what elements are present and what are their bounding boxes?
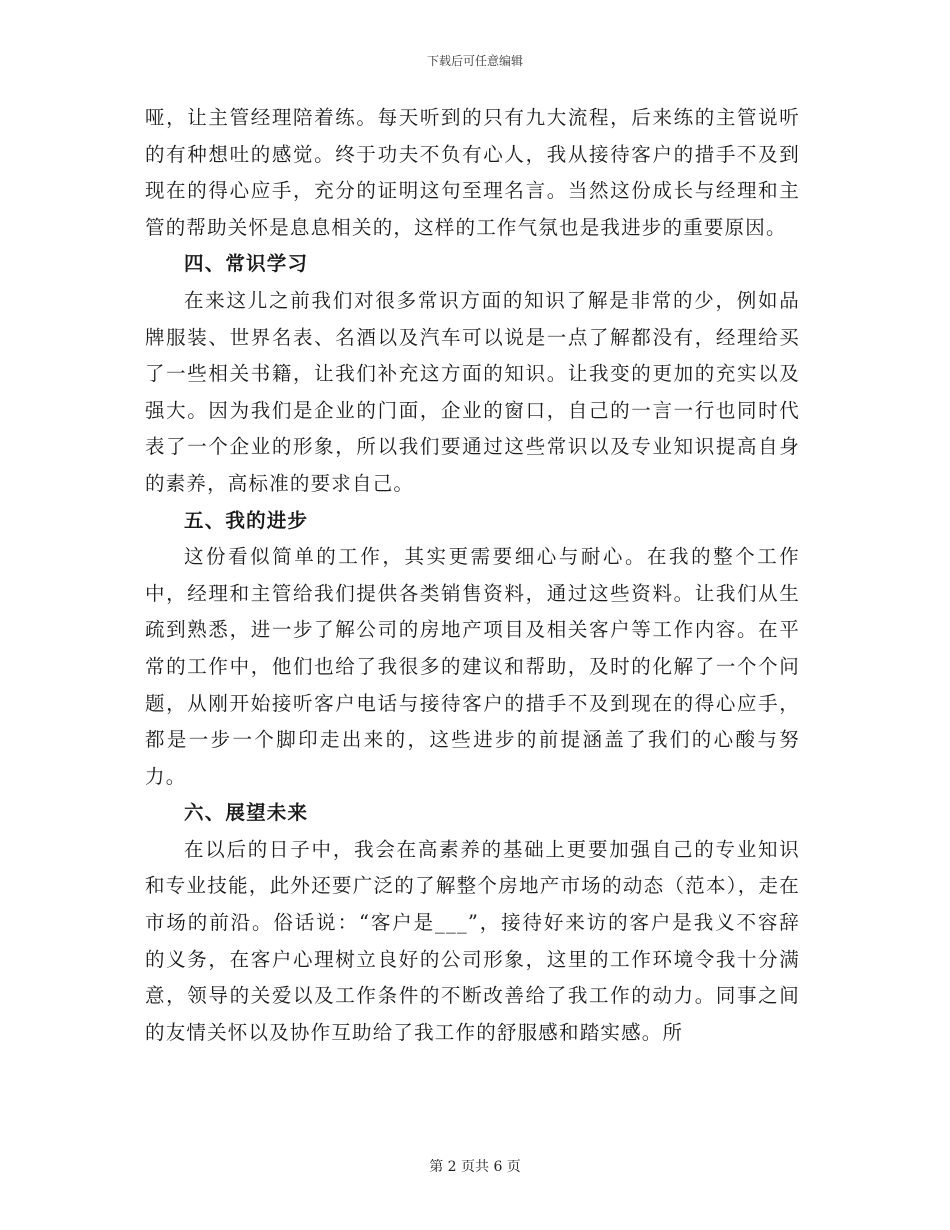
section-heading-future-outlook: 六、展望未来 [184,801,309,825]
page-header-note: 下载后可任意编辑 [426,54,523,68]
page-number: 第 2 页共 6 页 [429,1159,521,1175]
paragraph-common-knowledge: 在来这儿之前我们对很多常识方面的知识了解是非常的少，例如品牌服装、世界名表、名酒以及汽车可以说是一点了解都没有，经理给买了一些相关书籍，让我们补充这方面的知识。让我变的更加的充实以及强大。因为我们是企业的门面，企业的窗口，自己的一言一行也同时代表了一个企业的形象，所以我们要通过这些常识以及专业知识提高自身的素养，高标准的要求自己。 [145,288,800,495]
paragraph-future-outlook: 在以后的日子中，我会在高素养的基础上更要加强自己的专业知识和专业技能，此外还要广泛的了解整个房地产市场的动态（范本），走在市场的前沿。俗话说：“客户是___”，接待好来访的客户是我义不容辞的义务，在客户心理树立良好的公司形象，这里的工作环境令我十分满意，领导的关爱以及工作条件的不断改善给了我工作的动力。同事之间的友情关怀以及协作互助给了我工作的舒服感和踏实感。所 [145,837,800,1044]
section-heading-my-progress: 五、我的进步 [184,508,309,532]
paragraph-my-progress: 这份看似简单的工作，其实更需要细心与耐心。在我的整个工作中，经理和主管给我们提供各类销售资料，通过这些资料。让我们从生疏到熟悉，进一步了解公司的房地产项目及相关客户等工作内容。在平常的工作中，他们也给了我很多的建议和帮助，及时的化解了一个个问题，从刚开始接听客户电话与接待客户的措手不及到现在的得心应手，都是一步一个脚印走出来的，这些进步的前提涵盖了我们的心酸与努力。 [145,545,800,788]
paragraph-continued: 哑，让主管经理陪着练。每天听到的只有九大流程，后来练的主管说听的有种想吐的感觉。终于功夫不负有心人，我从接待客户的措手不及到现在的得心应手，充分的证明这句至理名言。当然这份成长与经理和主管的帮助关怀是息息相关的，这样的工作气氛也是我进步的重要原因。 [145,106,800,239]
document-body [145,100,800,1051]
section-heading-common-knowledge: 四、常识学习 [184,252,309,276]
